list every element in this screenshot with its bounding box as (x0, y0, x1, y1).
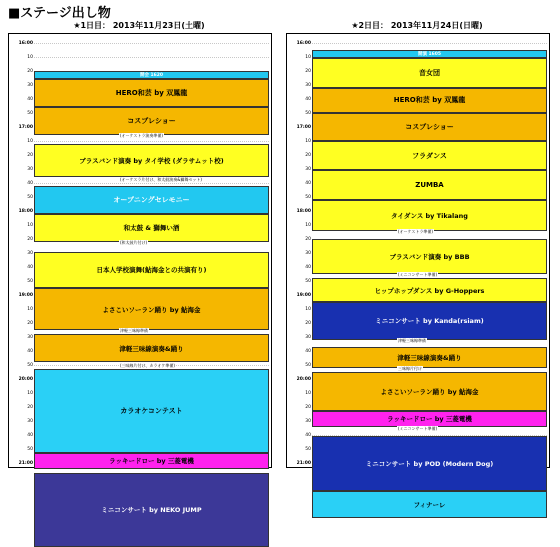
time-tick: 20:00 (296, 377, 311, 382)
time-tick: 10 (27, 55, 33, 60)
performance-block: コスプレショー (34, 107, 269, 135)
day2-schedule-panel (286, 33, 550, 509)
performance-block: 音女団 (312, 58, 547, 87)
time-tick: 10 (27, 307, 33, 312)
performance-block: ミニコンサート by Kanda(rsiam) (312, 302, 547, 340)
performance-block: フラダンス (312, 141, 547, 170)
time-tick: 40 (27, 433, 33, 438)
time-tick: 30 (305, 83, 311, 88)
time-tick: 30 (27, 167, 33, 172)
time-tick: 50 (305, 363, 311, 368)
schedule-note: (オーケストラ演奏準備) (120, 133, 163, 139)
performance-block: フィナーレ (312, 491, 547, 518)
time-tick: 20 (27, 153, 33, 158)
time-tick: 40 (305, 265, 311, 270)
time-tick: 30 (305, 251, 311, 256)
schedule-note: (オーケストラ準備) (398, 228, 433, 234)
performance-block: ブラスバンド演奏 by BBB (312, 239, 547, 274)
performance-block: ヒップホップダンス by G-Hoppers (312, 278, 547, 302)
schedule-note: 津軽三味線準備 (398, 337, 426, 343)
time-tick: 19:00 (296, 293, 311, 298)
time-tick: 10 (305, 307, 311, 312)
time-tick: 19:00 (18, 293, 33, 298)
time-tick: 30 (305, 419, 311, 424)
time-tick: 30 (27, 419, 33, 424)
time-tick: 10 (27, 391, 33, 396)
time-tick: 40 (27, 97, 33, 102)
time-tick: 20 (27, 405, 33, 410)
performance-block: 開会 1620 (34, 71, 269, 79)
time-tick: 10 (27, 223, 33, 228)
time-tick: 10 (27, 139, 33, 144)
time-gridline (34, 183, 269, 184)
performance-block: HERO和芸 by 双鳳龍 (34, 79, 269, 107)
time-tick: 50 (305, 447, 311, 452)
day1-header: ★1日目： 2013年11月23日(土曜) (73, 21, 205, 30)
time-tick: 20 (305, 69, 311, 74)
time-gridline (312, 43, 547, 44)
time-tick: 17:00 (18, 125, 33, 130)
performance-block: よさこいソーラン踊り by 鮎海金 (312, 372, 547, 411)
performance-block: よさこいソーラン踊り by 鮎海金 (34, 288, 269, 330)
time-gridline (34, 141, 269, 142)
time-tick: 40 (305, 181, 311, 186)
time-tick: 10 (305, 391, 311, 396)
time-gridline (34, 43, 269, 44)
schedule-note: 津軽三味線準備 (120, 328, 148, 333)
time-tick: 20 (305, 405, 311, 410)
time-tick: 40 (27, 349, 33, 354)
time-tick: 20:00 (18, 377, 33, 382)
time-tick: 20 (27, 321, 33, 326)
time-tick: 40 (305, 97, 311, 102)
time-tick: 18:00 (18, 209, 33, 214)
time-tick: 10 (305, 139, 311, 144)
time-tick: 30 (305, 167, 311, 172)
time-tick: 21:00 (18, 461, 33, 466)
performance-block: ミニコンサート by POD (Modern Dog) (312, 436, 547, 491)
time-tick: 50 (27, 363, 33, 368)
time-tick: 40 (305, 433, 311, 438)
time-gridline (34, 57, 269, 58)
time-tick: 16:00 (18, 41, 33, 46)
performance-block: タイダンス by Tikalang (312, 200, 547, 231)
schedule-note: (三味線片付け、カラオケ準備) (120, 363, 175, 368)
time-tick: 30 (27, 83, 33, 88)
time-tick: 50 (305, 111, 311, 116)
time-tick: 50 (27, 111, 33, 116)
performance-block: コスプレショー (312, 113, 547, 141)
time-tick: 20 (305, 153, 311, 158)
time-tick: 50 (27, 447, 33, 452)
schedule-note: (オーケスラ片付け、和太鼓演奏&獅舞セット) (120, 176, 202, 182)
day1-schedule-panel (8, 33, 272, 515)
time-tick: 40 (27, 181, 33, 186)
time-tick: 16:00 (296, 41, 311, 46)
performance-block: ラッキードロー by 三菱電機 (34, 453, 269, 468)
performance-block: ZUMBA (312, 170, 547, 199)
time-tick: 20 (305, 321, 311, 326)
time-tick: 21:00 (296, 461, 311, 466)
performance-block: ミニコンサート by NEKO JUMP (34, 473, 269, 547)
performance-block: 津軽三味線演奏&踊り (312, 347, 547, 368)
performance-block: 開演 1605 (312, 50, 547, 58)
performance-block: カラオケコンテスト (34, 369, 269, 453)
schedule-note: (ミニコンサート準備) (398, 426, 438, 431)
performance-block: 和太鼓 & 獅舞い酒 (34, 214, 269, 242)
time-tick: 30 (27, 335, 33, 340)
time-tick: 30 (305, 335, 311, 340)
schedule-note: 三味線片付け (398, 365, 422, 371)
time-tick: 50 (305, 279, 311, 284)
performance-block: 津軽三味線演奏&踊り (34, 334, 269, 362)
time-tick: 40 (305, 349, 311, 354)
schedule-note: (和太鼓片付け) (120, 239, 148, 245)
time-tick: 50 (27, 279, 33, 284)
time-tick: 10 (305, 55, 311, 60)
time-tick: 50 (305, 195, 311, 200)
time-tick: 20 (27, 69, 33, 74)
time-tick: 30 (27, 251, 33, 256)
day2-header: ★2日目： 2013年11月24日(日曜) (351, 21, 483, 30)
time-tick: 10 (305, 223, 311, 228)
performance-block: 日本人学校演舞(鮎海金との共演有り) (34, 252, 269, 288)
performance-block: ブラスバンド演奏 by タイ学校 (ダラサムット校) (34, 144, 269, 178)
page-title: ■ステージ出し物 (8, 6, 111, 21)
schedule-note: (ミニコンサート準備) (398, 272, 438, 277)
performance-block: オープニングセレモニー (34, 186, 269, 214)
time-tick: 17:00 (296, 125, 311, 130)
time-tick: 18:00 (296, 209, 311, 214)
time-tick: 20 (305, 237, 311, 242)
time-tick: 50 (27, 195, 33, 200)
time-tick: 20 (27, 237, 33, 242)
time-tick: 40 (27, 265, 33, 270)
performance-block: ラッキードロー by 三菱電機 (312, 411, 547, 426)
performance-block: HERO和芸 by 双鳳龍 (312, 88, 547, 113)
